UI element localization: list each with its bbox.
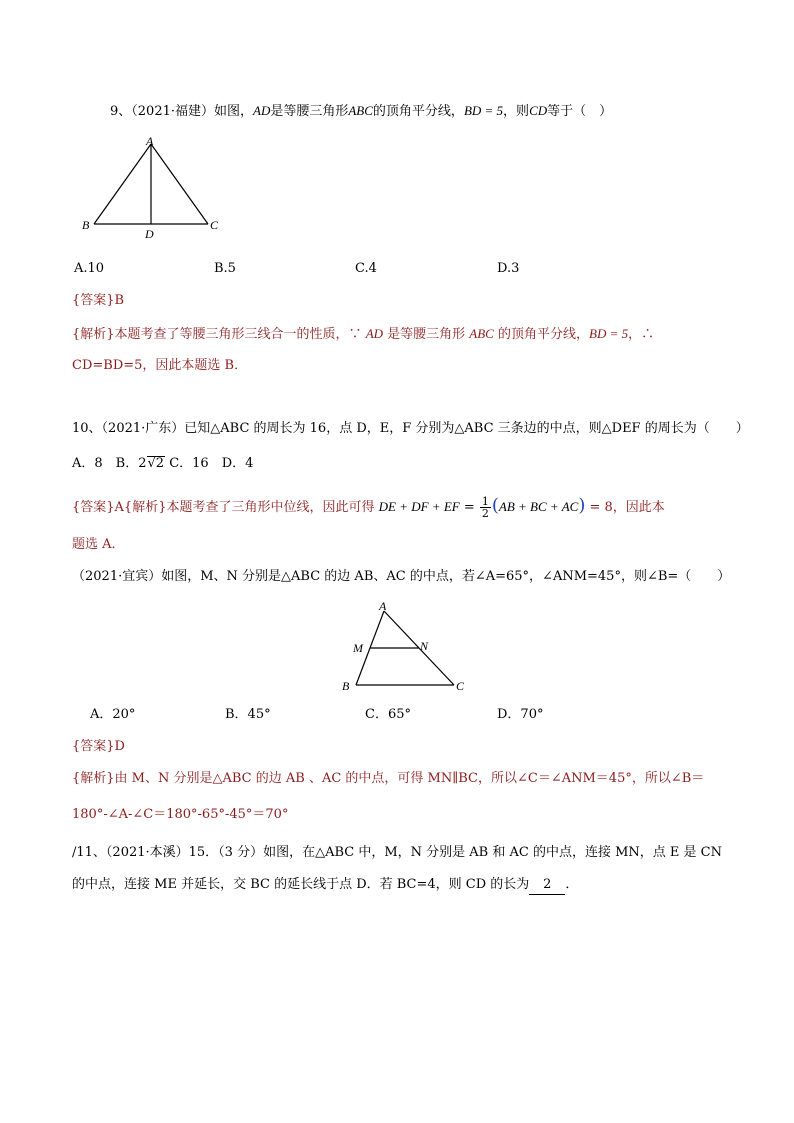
yibin-option-d: D．70° (497, 707, 544, 722)
q9-analysis-line2: CD=BD=5，因此本题选 B． (72, 358, 248, 373)
label-b: B (342, 679, 350, 693)
q9-option-c: C.4 (355, 261, 377, 276)
q9-option-b: B.5 (214, 261, 236, 276)
fraction-half: $\frac{1}{2}$ (481, 495, 489, 520)
label-n: N (420, 639, 429, 653)
q9-analysis-line1: {解析}本题考查了等腰三角形三线合一的性质，∵ AD 是等腰三角形 ABC 的顶角平分线，BD = 5，∴ (72, 326, 655, 342)
q9-triangle-figure (78, 134, 228, 244)
q11-stem-line1: /11、（2021·本溪）15．（3 分）如图，在△ABC 中，M，N 分别是 AB 和 AC 的中点，连接 MN，点 E 是 CN (72, 845, 722, 860)
yibin-option-a: A．20° (90, 707, 136, 722)
yibin-option-b: B．45° (225, 707, 271, 722)
q10-answer-line1: {答案}A{解析}本题考查了三角形中位线，因此可得 DE + DF + EF = $\frac{1}{2}$ (AB + BC + AC) = 8，因此本 (72, 495, 665, 520)
yibin-answer: {答案}D (72, 739, 125, 754)
label-b: B (82, 218, 90, 232)
yibin-triangle-figure (336, 597, 476, 697)
q10-stem: 10、（2021·广东）已知△ABC 的周长为 16，点 D，E，F 分别为△ABC 三条边的中点，则△DEF 的周长为（ ） (72, 421, 749, 436)
q9-stem: 9、（2021·福建）如图，AD是等腰三角形ABC的顶角平分线，BD = 5，则CD等于（ ） (110, 103, 613, 119)
yibin-analysis-line2: 180°-∠A-∠C＝180°-65°-45°＝70° (72, 807, 289, 822)
yibin-option-c: C．65° (365, 707, 411, 722)
sqrt-symbol: √2 (147, 456, 165, 471)
q9-option-a: A.10 (74, 261, 105, 276)
q10-options: A．8 B．2√2 C．16 D．4 (72, 456, 254, 471)
label-d: D (145, 227, 154, 241)
yibin-analysis-line1: {解析}由 M、N 分别是△ABC 的边 AB 、AC 的中点，可得 MN∥BC，所以∠C＝∠ANM＝45°，所以∠B＝ (72, 771, 705, 786)
edge-ab (94, 144, 151, 224)
label-c: C (210, 218, 219, 232)
edge-ac (151, 144, 208, 224)
answer-blank: 2 (529, 876, 565, 895)
label-c: C (456, 679, 465, 693)
label-m: M (353, 641, 363, 655)
q11-stem-line2: 的中点，连接 ME 并延长，交 BC 的延长线于点 D．若 BC=4，则 CD 的长为 2 ． (72, 876, 578, 895)
q9-answer: {答案}B (72, 293, 125, 308)
yibin-stem: （2021·宜宾）如图，M、N 分别是△ABC 的边 AB、AC 的中点，若∠A=65°，∠ANM=45°，则∠B=（ ） (72, 569, 731, 584)
q10-answer-line2: 题选 A． (72, 537, 125, 552)
label-a: A (379, 599, 387, 613)
label-a: A (146, 134, 154, 148)
q9-option-d: D.3 (497, 261, 520, 276)
